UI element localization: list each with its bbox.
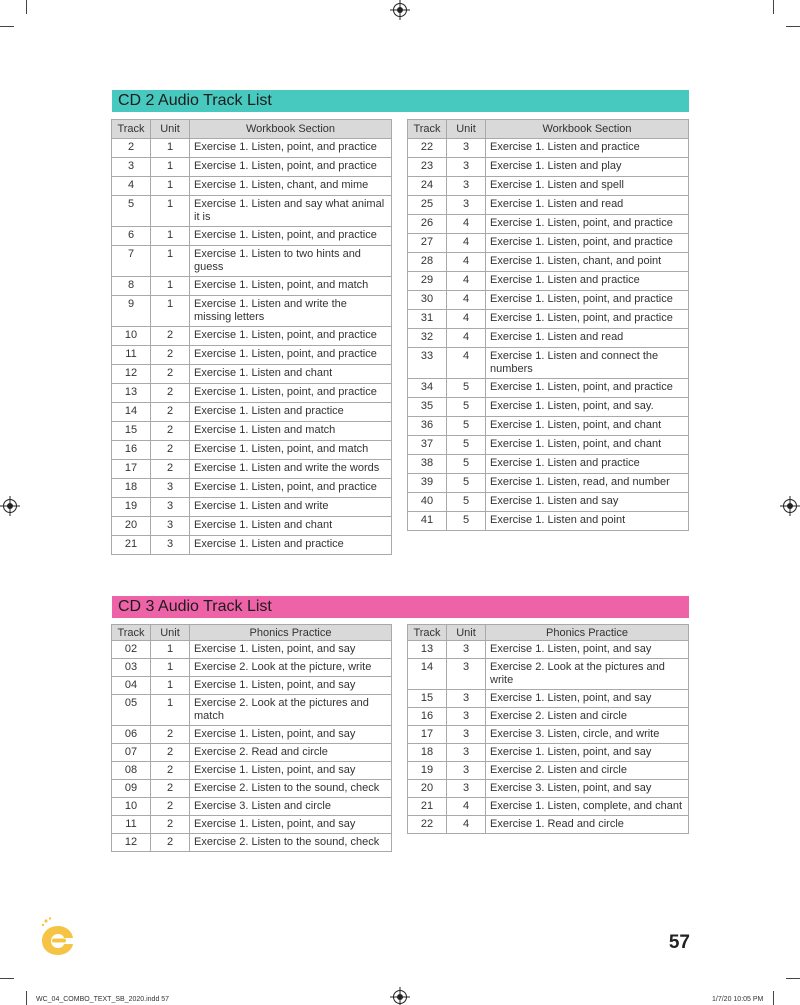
unit-cell: 2 [151,403,190,422]
section-cell: Exercise 1. Listen, point, and say [190,816,392,834]
table-row [408,798,689,816]
table-row [408,417,689,436]
table-row [112,517,392,536]
unit-cell: 3 [447,708,486,726]
track-cell: 03 [112,659,151,677]
table-row [112,659,392,677]
section-cell: Exercise 1. Listen, point, and say [486,744,689,762]
section-cell: Exercise 1. Listen and read [486,196,689,215]
unit-cell: 2 [151,834,190,852]
table-row [408,455,689,474]
table-row [112,227,392,246]
section-cell: Exercise 1. Listen, point, and match [190,441,392,460]
table-row [112,277,392,296]
section-cell: Exercise 1. Listen, point, and practice [190,384,392,403]
section-cell: Exercise 1. Listen and say what animal it is [190,196,392,227]
section-column-header: Workbook Section [486,120,689,139]
section-cell: Exercise 1. Listen and write the missing letters [190,296,392,327]
table-row [408,329,689,348]
section-column-header: Workbook Section [190,120,392,139]
table-row [408,436,689,455]
unit-cell: 3 [447,744,486,762]
section-cell: Exercise 2. Look at the picture, write [190,659,392,677]
table-row [408,762,689,780]
track-cell: 05 [112,695,151,726]
table-row [112,460,392,479]
table-row [112,158,392,177]
unit-cell: 4 [447,348,486,379]
table-row [112,246,392,277]
section-cell: Exercise 2. Look at the pictures and match [190,695,392,726]
section-cell: Exercise 1. Listen, chant, and point [486,253,689,272]
table-row [408,744,689,762]
track-cell: 13 [408,641,447,659]
track-cell: 38 [408,455,447,474]
table-row [408,398,689,417]
track-cell: 08 [112,762,151,780]
track-cell: 21 [112,536,151,555]
track-cell: 12 [112,365,151,384]
table-row [408,493,689,512]
unit-cell: 4 [447,816,486,834]
unit-cell: 4 [447,253,486,272]
unit-cell: 5 [447,417,486,436]
track-cell: 32 [408,329,447,348]
section-cell: Exercise 1. Listen and practice [190,403,392,422]
track-cell: 19 [408,762,447,780]
section-cell: Exercise 1. Listen and connect the numbers [486,348,689,379]
table-row [408,641,689,659]
track-cell: 29 [408,272,447,291]
unit-cell: 5 [447,474,486,493]
track-cell: 17 [112,460,151,479]
section-cell: Exercise 1. Listen and practice [486,139,689,158]
section-cell: Exercise 1. Listen, point, and practice [190,327,392,346]
section-cell: Exercise 2. Listen to the sound, check [190,780,392,798]
unit-cell: 1 [151,158,190,177]
unit-cell: 1 [151,695,190,726]
track-cell: 15 [112,422,151,441]
unit-column-header: Unit [447,120,486,139]
table-row [408,234,689,253]
cd2-track-table-left [111,119,392,555]
section-cell: Exercise 1. Listen, point, and chant [486,417,689,436]
track-column-header: Track [112,625,151,641]
cd3-track-table-right [407,624,689,834]
track-cell: 25 [408,196,447,215]
track-cell: 20 [408,780,447,798]
track-cell: 3 [112,158,151,177]
section-cell: Exercise 1. Listen and practice [190,536,392,555]
section-cell: Exercise 1. Listen and match [190,422,392,441]
table-row [408,139,689,158]
table-row [112,384,392,403]
section-cell: Exercise 1. Listen and write the words [190,460,392,479]
table-header-row [112,625,392,641]
cd2-title: CD 2 Audio Track List [112,90,689,112]
unit-cell: 2 [151,780,190,798]
track-cell: 28 [408,253,447,272]
unit-cell: 1 [151,659,190,677]
table-row [112,798,392,816]
section-cell: Exercise 1. Listen and play [486,158,689,177]
track-cell: 19 [112,498,151,517]
track-cell: 26 [408,215,447,234]
crop-mark [786,978,800,979]
section-cell: Exercise 1. Listen and write [190,498,392,517]
track-cell: 4 [112,177,151,196]
track-cell: 16 [408,708,447,726]
table-row [408,690,689,708]
track-cell: 04 [112,677,151,695]
registration-mark-icon [393,3,407,17]
unit-column-header: Unit [151,625,190,641]
unit-cell: 5 [447,493,486,512]
track-cell: 30 [408,291,447,310]
section-cell: Exercise 1. Listen, read, and number [486,474,689,493]
track-cell: 22 [408,139,447,158]
page-number: 57 [668,932,690,953]
table-row [408,474,689,493]
section-cell: Exercise 3. Listen and circle [190,798,392,816]
section-cell: Exercise 3. Listen, point, and say [486,780,689,798]
section-cell: Exercise 2. Listen and circle [486,762,689,780]
unit-cell: 3 [447,762,486,780]
section-cell: Exercise 1. Listen, point, and chant [486,436,689,455]
unit-column-header: Unit [151,120,190,139]
track-cell: 23 [408,158,447,177]
table-row [112,677,392,695]
unit-cell: 3 [151,498,190,517]
track-cell: 18 [112,479,151,498]
track-cell: 37 [408,436,447,455]
section-cell: Exercise 1. Listen, point, and practice [190,227,392,246]
section-cell: Exercise 1. Listen and spell [486,177,689,196]
track-cell: 11 [112,816,151,834]
track-cell: 10 [112,798,151,816]
track-cell: 14 [408,659,447,690]
print-slug-timestamp: 1/7/20 10:05 PM [712,996,764,1003]
cd3-track-table-left [111,624,392,852]
unit-cell: 1 [151,296,190,327]
track-cell: 36 [408,417,447,436]
section-cell: Exercise 2. Listen to the sound, check [190,834,392,852]
section-cell: Exercise 1. Listen and point [486,512,689,531]
unit-cell: 4 [447,798,486,816]
table-row [112,327,392,346]
section-cell: Exercise 1. Listen and read [486,329,689,348]
track-cell: 02 [112,641,151,659]
table-row [408,177,689,196]
table-row [112,641,392,659]
track-cell: 34 [408,379,447,398]
track-column-header: Track [112,120,151,139]
unit-cell: 3 [447,177,486,196]
track-cell: 41 [408,512,447,531]
unit-cell: 3 [447,641,486,659]
unit-cell: 1 [151,677,190,695]
table-row [112,296,392,327]
section-cell: Exercise 1. Listen, chant, and mime [190,177,392,196]
table-row [112,498,392,517]
section-cell: Exercise 1. Listen, point, and practice [486,310,689,329]
section-cell: Exercise 1. Listen, point, and say [190,762,392,780]
crop-mark [26,991,27,1005]
track-cell: 11 [112,346,151,365]
print-slug-filename: WC_04_COMBO_TEXT_SB_2020.indd 57 [36,996,170,1003]
track-cell: 09 [112,780,151,798]
section-cell: Exercise 1. Listen, point, and practice [190,158,392,177]
unit-cell: 3 [447,139,486,158]
track-cell: 9 [112,296,151,327]
unit-cell: 2 [151,460,190,479]
crop-mark [0,26,14,27]
track-cell: 16 [112,441,151,460]
section-cell: Exercise 1. Listen, point, and practice [486,234,689,253]
section-cell: Exercise 1. Listen and say [486,493,689,512]
unit-cell: 2 [151,365,190,384]
table-row [408,726,689,744]
unit-cell: 1 [151,277,190,296]
track-cell: 20 [112,517,151,536]
track-column-header: Track [408,625,447,641]
unit-cell: 3 [447,690,486,708]
unit-cell: 1 [151,641,190,659]
table-row [112,834,392,852]
section-cell: Exercise 1. Listen, point, and say [190,641,392,659]
track-cell: 2 [112,139,151,158]
cd3-title: CD 3 Audio Track List [112,596,689,618]
table-row [408,379,689,398]
section-cell: Exercise 1. Listen, point, and practice [486,291,689,310]
section-cell: Exercise 1. Listen and practice [486,272,689,291]
section-cell: Exercise 2. Look at the pictures and write [486,659,689,690]
track-cell: 15 [408,690,447,708]
unit-cell: 4 [447,215,486,234]
table-row [112,139,392,158]
track-cell: 39 [408,474,447,493]
table-row [112,726,392,744]
table-row [408,272,689,291]
unit-cell: 3 [447,659,486,690]
unit-cell: 4 [447,310,486,329]
section-cell: Exercise 1. Listen, point, and say [486,690,689,708]
crop-mark [0,978,14,979]
unit-cell: 1 [151,177,190,196]
unit-cell: 3 [151,479,190,498]
unit-cell: 4 [447,291,486,310]
section-cell: Exercise 1. Listen, point, and practice [190,139,392,158]
section-cell: Exercise 1. Listen, point, and say. [486,398,689,417]
section-column-header: Phonics Practice [486,625,689,641]
track-cell: 17 [408,726,447,744]
unit-cell: 3 [151,536,190,555]
unit-cell: 1 [151,196,190,227]
section-column-header: Phonics Practice [190,625,392,641]
unit-cell: 2 [151,762,190,780]
table-row [112,403,392,422]
track-column-header: Track [408,120,447,139]
table-row [112,780,392,798]
section-cell: Exercise 2. Read and circle [190,744,392,762]
track-cell: 13 [112,384,151,403]
unit-cell: 5 [447,436,486,455]
section-cell: Exercise 1. Listen, point, and practice [190,479,392,498]
track-cell: 8 [112,277,151,296]
section-cell: Exercise 1. Read and circle [486,816,689,834]
unit-cell: 2 [151,726,190,744]
track-cell: 10 [112,327,151,346]
table-row [112,196,392,227]
cd2-track-table-right [407,119,689,531]
unit-column-header: Unit [447,625,486,641]
table-row [112,346,392,365]
crop-mark [26,0,27,14]
table-row [408,780,689,798]
section-cell: Exercise 1. Listen, point, and practice [486,379,689,398]
track-cell: 35 [408,398,447,417]
table-row [112,441,392,460]
unit-cell: 3 [447,158,486,177]
track-cell: 31 [408,310,447,329]
table-row [408,708,689,726]
section-cell: Exercise 1. Listen and chant [190,365,392,384]
unit-cell: 3 [447,726,486,744]
unit-cell: 3 [447,780,486,798]
crop-mark [773,991,774,1005]
table-header-row [112,120,392,139]
track-cell: 18 [408,744,447,762]
crop-mark [786,26,800,27]
table-row [112,816,392,834]
registration-mark-icon [3,499,17,513]
track-cell: 33 [408,348,447,379]
unit-cell: 5 [447,512,486,531]
table-row [112,762,392,780]
track-cell: 12 [112,834,151,852]
unit-cell: 4 [447,329,486,348]
section-cell: Exercise 1. Listen, point, and match [190,277,392,296]
unit-cell: 2 [151,441,190,460]
unit-cell: 2 [151,422,190,441]
section-cell: Exercise 1. Listen, point, and practice [190,346,392,365]
table-row [112,177,392,196]
unit-cell: 3 [447,196,486,215]
track-cell: 14 [112,403,151,422]
track-cell: 07 [112,744,151,762]
table-header-row [408,120,689,139]
table-row [408,291,689,310]
unit-cell: 1 [151,139,190,158]
unit-cell: 1 [151,227,190,246]
track-cell: 06 [112,726,151,744]
section-cell: Exercise 1. Listen, point, and say [190,726,392,744]
track-cell: 6 [112,227,151,246]
table-row [408,816,689,834]
track-cell: 27 [408,234,447,253]
section-cell: Exercise 1. Listen, point, and practice [486,215,689,234]
unit-cell: 2 [151,798,190,816]
registration-mark-icon [393,990,407,1004]
table-row [408,253,689,272]
table-row [112,744,392,762]
unit-cell: 1 [151,246,190,277]
table-row [112,365,392,384]
publisher-logo-icon [40,916,78,956]
section-cell: Exercise 1. Listen, complete, and chant [486,798,689,816]
track-cell: 40 [408,493,447,512]
track-cell: 7 [112,246,151,277]
table-row [408,158,689,177]
unit-cell: 5 [447,379,486,398]
unit-cell: 4 [447,272,486,291]
section-cell: Exercise 1. Listen and chant [190,517,392,536]
track-cell: 21 [408,798,447,816]
table-header-row [408,625,689,641]
table-row [408,196,689,215]
table-row [408,310,689,329]
registration-mark-icon [783,499,797,513]
section-cell: Exercise 1. Listen to two hints and guess [190,246,392,277]
unit-cell: 5 [447,455,486,474]
unit-cell: 2 [151,384,190,403]
table-row [408,215,689,234]
section-cell: Exercise 1. Listen and practice [486,455,689,474]
unit-cell: 2 [151,816,190,834]
table-row [408,348,689,379]
track-cell: 24 [408,177,447,196]
section-cell: Exercise 2. Listen and circle [486,708,689,726]
crop-mark [773,0,774,14]
table-row [112,536,392,555]
table-row [408,512,689,531]
unit-cell: 5 [447,398,486,417]
unit-cell: 3 [151,517,190,536]
unit-cell: 2 [151,327,190,346]
section-cell: Exercise 1. Listen, point, and say [190,677,392,695]
table-row [112,695,392,726]
table-row [112,422,392,441]
unit-cell: 2 [151,744,190,762]
unit-cell: 4 [447,234,486,253]
section-cell: Exercise 3. Listen, circle, and write [486,726,689,744]
unit-cell: 2 [151,346,190,365]
table-row [112,479,392,498]
table-row [408,659,689,690]
track-cell: 22 [408,816,447,834]
section-cell: Exercise 1. Listen, point, and say [486,641,689,659]
track-cell: 5 [112,196,151,227]
